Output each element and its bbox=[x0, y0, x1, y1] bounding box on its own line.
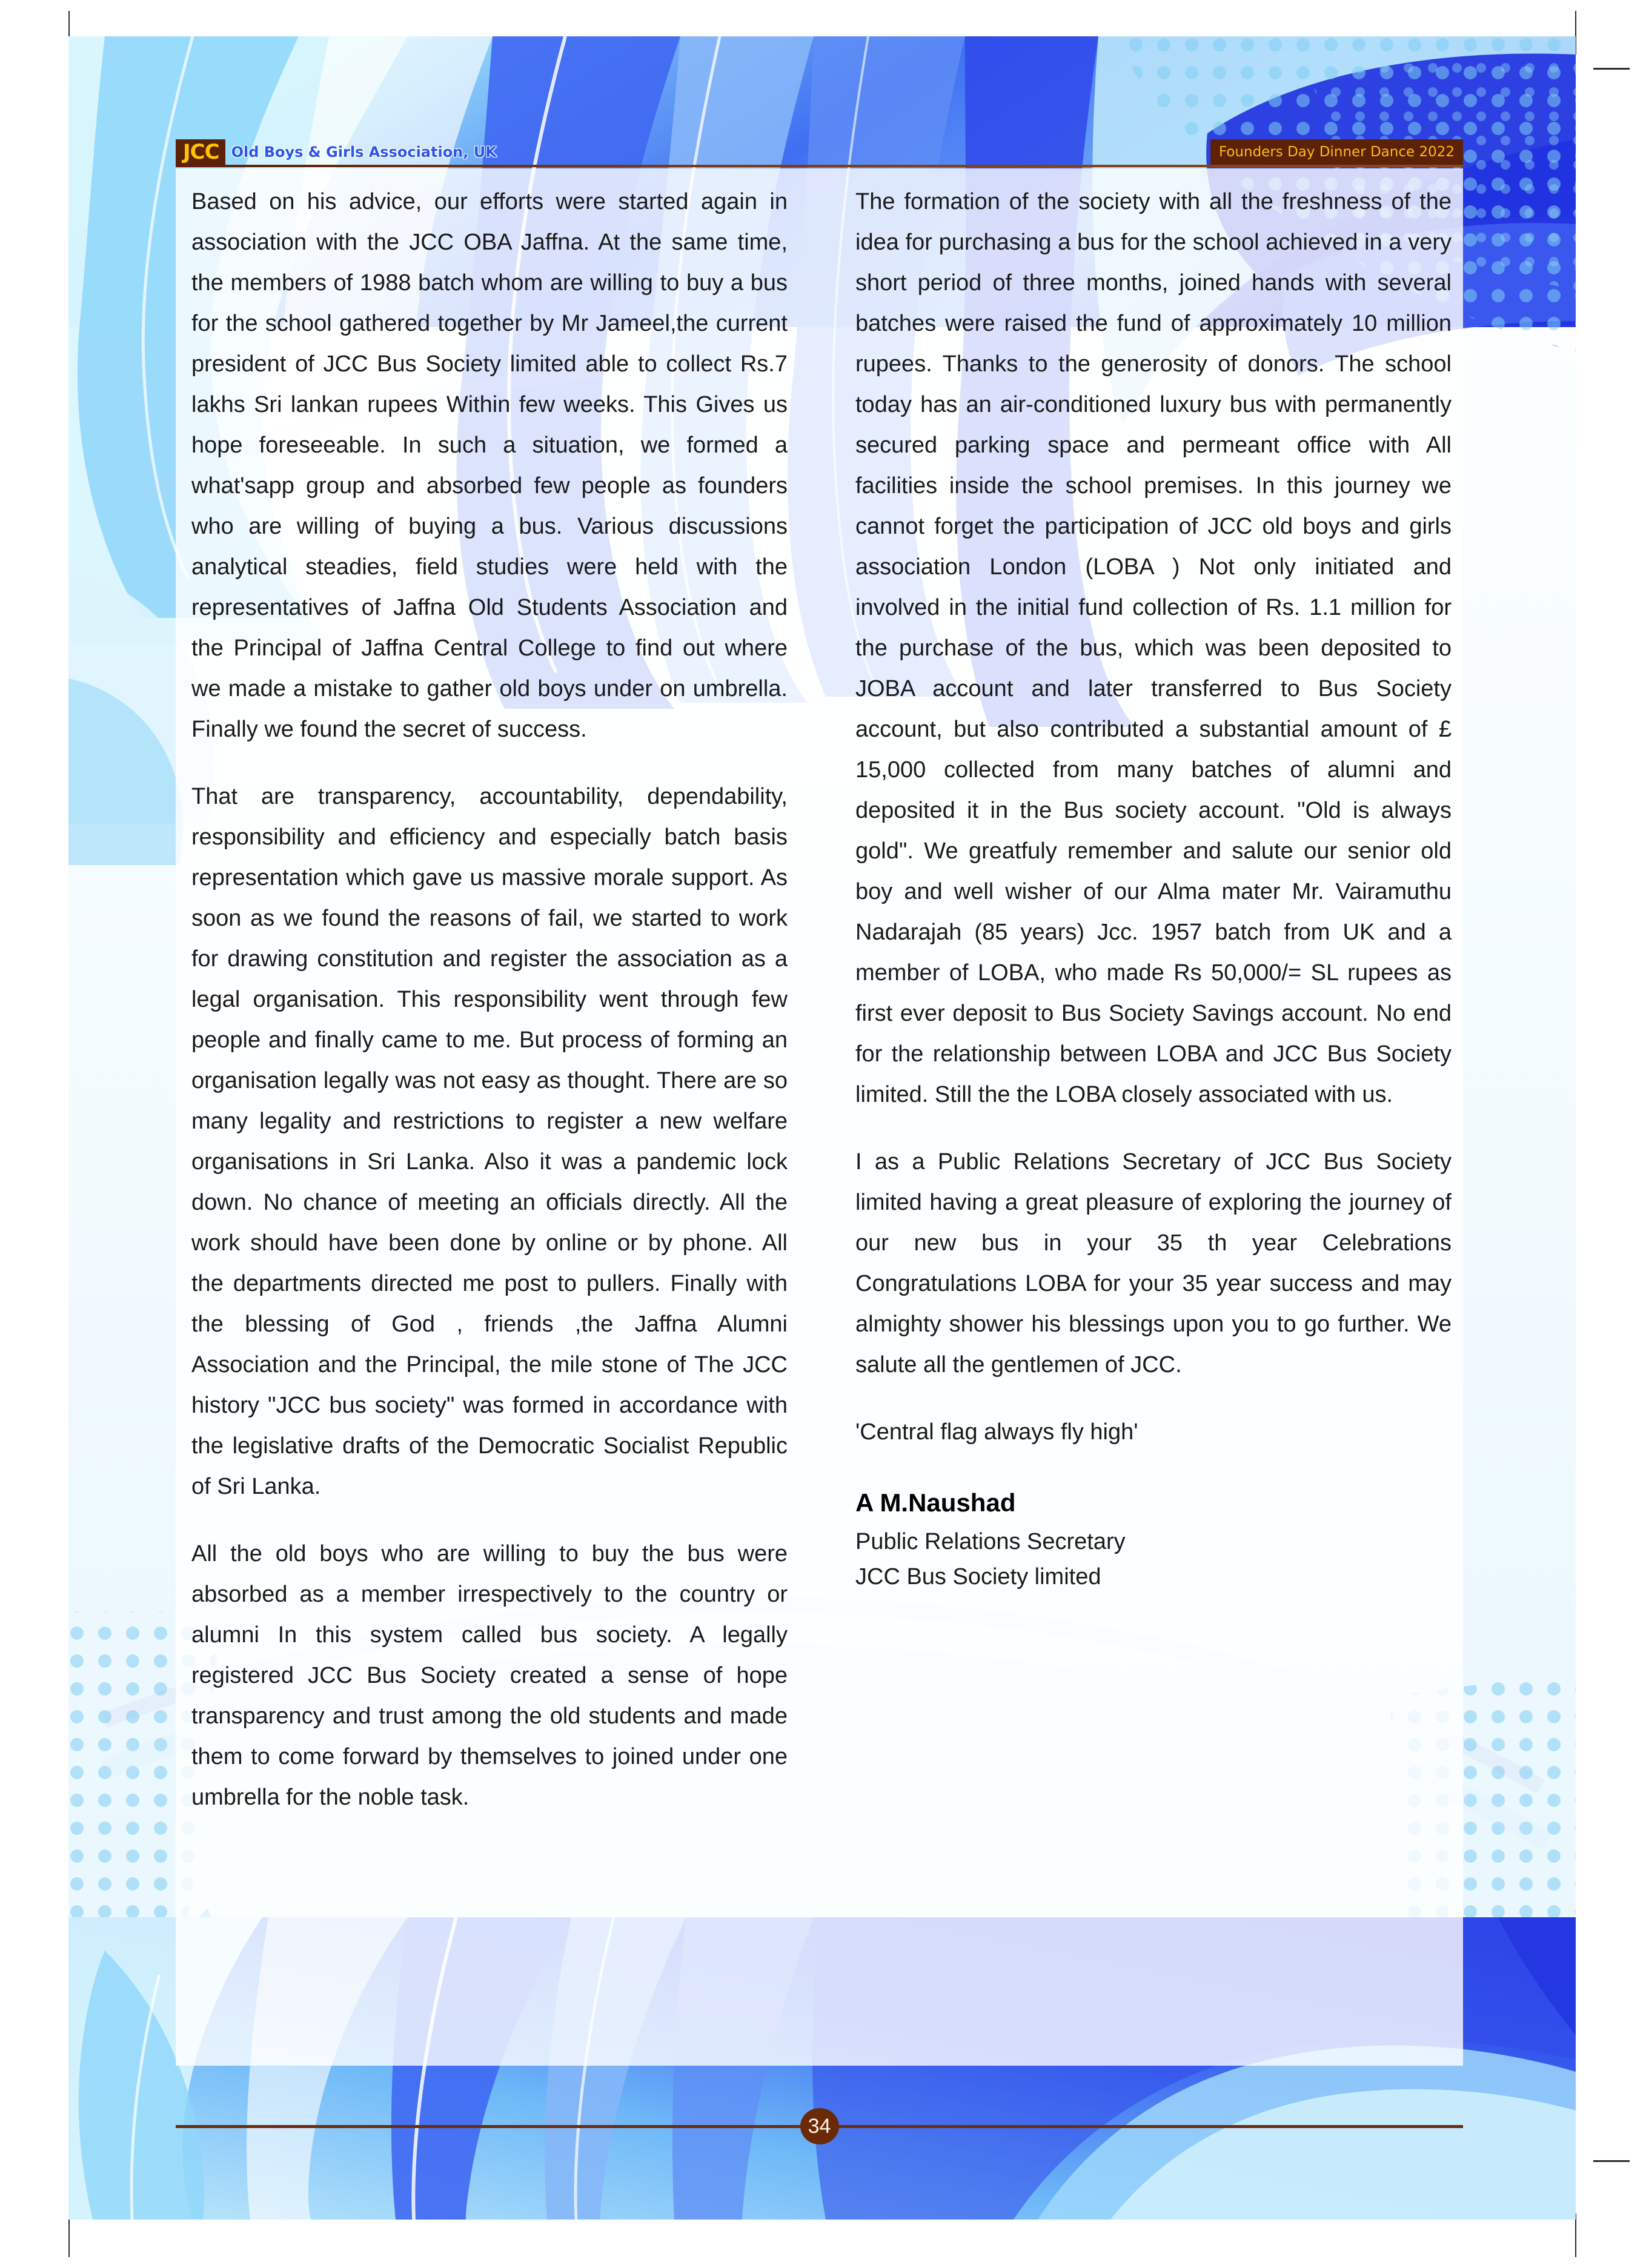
paragraph: The formation of the society with all the freshness of the idea for purchasing a bus for the school achieved in a very short period of three months, joined hands with several batches were raised the fund of approximately 10 million rupees. Thanks to the generosity of donors. The school today has an air-conditioned luxury bus with permanently secured parking space and permeant office with All facilities inside the school premises. In this journey we cannot forget the participation of JCC old boys and girls association London (LOBA ) Not only initiated and involved in the initial fund collection of Rs. 1.1 million for the purchase of the bus, which was been deposited to JOBA account and later transferred to Bus Society account, but also contributed a substantial amount of £ 15,000 collected from many batches of alumni and deposited it in the Bus society account. "Old is always gold". We greatfuly remember and salute our senior old boy and well wisher of our Alma mater Mr. Vairamuthu Nadarajah (85 years) Jcc. 1957 batch from UK and a member of LOBA, who made Rs 50,000/= SL rupees as first ever deposit to Bus Society Savings account. No end for the relationship between LOBA and JCC Bus Society limited. Still the the LOBA closely associated with us. bbox=[855, 189, 1452, 1107]
left-column bbox=[191, 182, 788, 1818]
paragraph: All the old boys who are willing to buy the bus were absorbed as a member irrespectively to the country or alumni In this system called bus society. A legally registered JCC Bus Society created a sense of hope transparency and trust among the old students and made them to come forward by themselves to joined under one umbrella for the noble task. bbox=[191, 1541, 788, 1810]
signature-name: A M.Naushad bbox=[855, 1488, 1016, 1517]
paragraph: That are transparency, accountability, dependability, responsibility and efficiency and especially batch basis representation which gave us massive morale support. As soon as we found the reasons of fail, we started to work for drawing constitution and register the association as a legal organisation. This responsibility went through few people and finally came to me. But process of forming an organisation legally was not easy as thought. There are so many legality and restrictions to register a new welfare organisations in Sri Lanka. Also it was a pandemic lock down. No chance of meeting an officials directly. All the work should have been done by online or by phone. All the departments directed me post to pullers. Finally with the blessing of God , friends ,the Jaffna Alumni Association and the Principal, the mile stone of The JCC history "JCC bus society" was formed in accordance with the legislative drafts of the Democratic Socialist Republic of Sri Lanka. bbox=[191, 784, 788, 1499]
header-divider-rule bbox=[176, 165, 1463, 167]
association-name: Old Boys & Girls Association, UK bbox=[231, 144, 497, 161]
crop-mark-right-top-tick bbox=[1593, 68, 1630, 70]
crop-mark-bottom-right bbox=[1575, 2213, 1576, 2257]
signature-organisation: JCC Bus Society limited bbox=[855, 1564, 1101, 1590]
page-number-badge: 34 bbox=[800, 2108, 839, 2144]
paragraph: I as a Public Relations Secretary of JCC Bus Society limited having a great pleasure of exploring the journey of our new bus in your 35 th year Celebrations Congratulations LOBA for your 35 year success and may almighty shower his blessings upon you to go further. We salute all the gentlemen of JCC. bbox=[855, 1149, 1452, 1378]
paragraph: Based on his advice, our efforts were started again in association with the JCC OBA Jaffna. At the same time, the members of 1988 batch whom are willing to buy a bus for the school gathered together by Mr Jameel,the current president of JCC Bus Society limited able to collect Rs.7 lakhs Sri lankan rupees Within few weeks. This Gives us hope foreseeable. In such a situation, we formed a what'sapp group and absorbed few people as founders who are willing of buying a bus. Various discussions analytical steadies, field studies were held with the representatives of Jaffna Old Students Association and the Principal of Jaffna Central College to find out where we made a mistake to gather old boys under on umbrella. Finally we found the secret of success. bbox=[191, 189, 788, 742]
crop-mark-right-bottom-tick bbox=[1593, 2160, 1630, 2162]
association-logo bbox=[176, 139, 503, 165]
right-column bbox=[855, 182, 1452, 1818]
motto-line: 'Central flag always fly high' bbox=[855, 1419, 1138, 1445]
page-header bbox=[176, 140, 1463, 167]
crop-mark-bottom-left bbox=[68, 2213, 70, 2257]
signature-title: Public Relations Secretary bbox=[855, 1529, 1126, 1554]
issue-title-tag: Founders Day Dinner Dance 2022 bbox=[1210, 139, 1463, 165]
article-body bbox=[191, 182, 1452, 1818]
page-footer bbox=[176, 2108, 1463, 2144]
jcc-logo-mark: JCC bbox=[176, 139, 225, 165]
